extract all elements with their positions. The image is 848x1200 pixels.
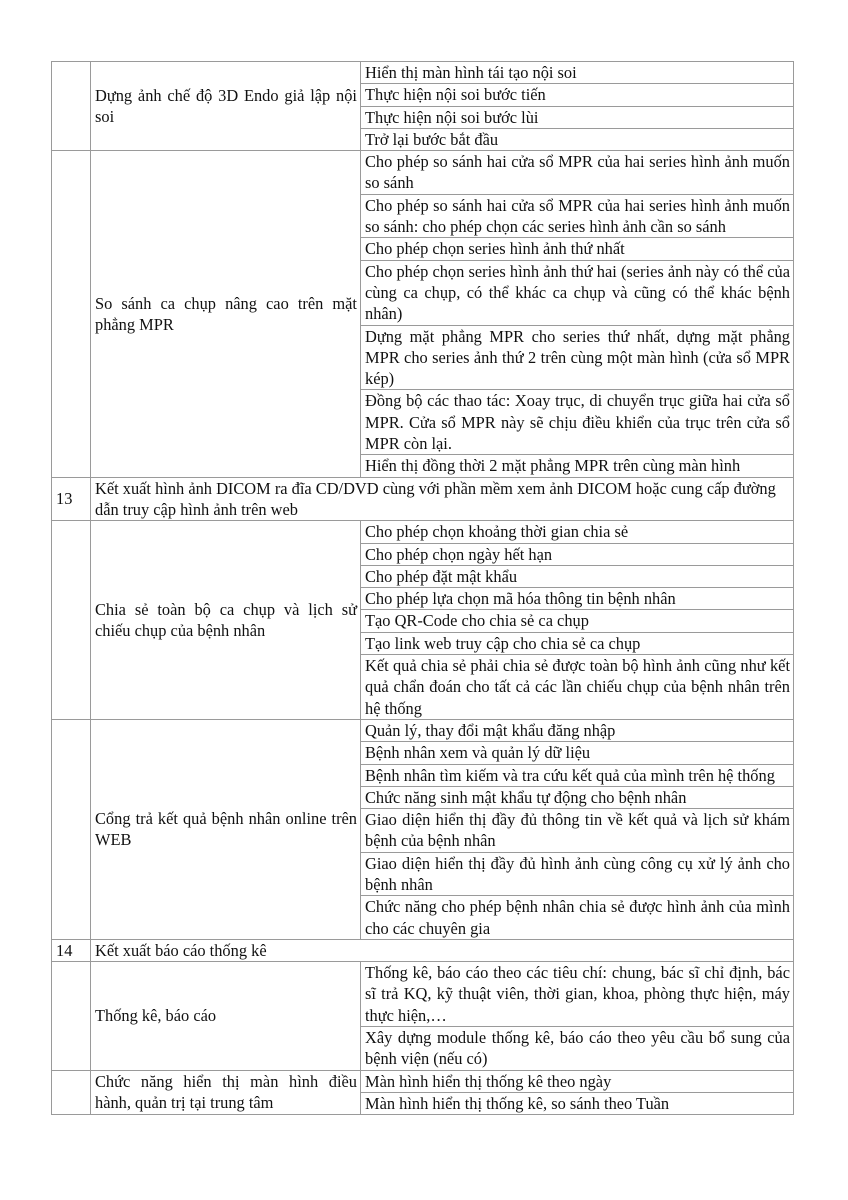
requirement-cell: Hiển thị đồng thời 2 mặt phẳng MPR trên cùng màn hình [361,455,794,477]
requirement-cell: Đồng bộ các thao tác: Xoay trục, di chuyển trục giữa hai cửa sổ MPR. Cửa sổ MPR này sẽ chịu điều khiển của trục trên cửa sổ MPR còn lại. [361,390,794,455]
function-name-cell: Dựng ảnh chế độ 3D Endo giả lập nội soi [91,62,361,151]
function-name-cell: Chia sẻ toàn bộ ca chụp và lịch sử chiếu chụp của bệnh nhân [91,521,361,720]
function-name-cell: Chức năng hiển thị màn hình điều hành, quản trị tại trung tâm [91,1070,361,1115]
requirement-cell: Giao diện hiển thị đầy đủ hình ảnh cùng công cụ xử lý ảnh cho bệnh nhân [361,852,794,896]
document-page [51,61,793,1115]
requirement-cell: Xây dựng module thống kê, báo cáo theo yêu cầu bổ sung của bệnh viện (nếu có) [361,1027,794,1071]
item-number-cell [52,1070,91,1115]
requirement-cell: Giao diện hiển thị đầy đủ thông tin về kết quả và lịch sử khám bệnh của bệnh nhân [361,809,794,853]
section-row [52,477,794,521]
table-row [52,1070,794,1092]
function-name-cell: Thống kê, báo cáo [91,962,361,1070]
requirement-cell: Kết quả chia sẻ phải chia sẻ được toàn bộ hình ảnh cũng như kết quả chẩn đoán cho tất cả các lần chiếu chụp của bệnh nhân trên hệ thống [361,655,794,720]
table-row [52,521,794,543]
function-name-cell: Cổng trả kết quả bệnh nhân online trên WEB [91,719,361,939]
requirement-cell: Dựng mặt phẳng MPR cho series thứ nhất, dựng mặt phẳng MPR cho series ảnh thứ 2 trên cùng một màn hình (cửa sổ MPR kép) [361,325,794,390]
table-row [52,151,794,195]
item-number-cell [52,521,91,720]
item-number-cell [52,719,91,939]
requirements-table-body [52,62,794,1115]
item-number-cell [52,962,91,1070]
table-row [52,719,794,741]
requirement-cell: Cho phép đặt mật khẩu [361,565,794,587]
requirement-cell: Cho phép chọn series hình ảnh thứ nhất [361,238,794,260]
item-number-cell [52,151,91,477]
item-number-cell [52,62,91,151]
table-row [52,962,794,1027]
requirement-cell: Trở lại bước bắt đầu [361,128,794,150]
requirements-table [51,61,794,1115]
section-title-cell: Kết xuất hình ảnh DICOM ra đĩa CD/DVD cùng với phần mềm xem ảnh DICOM hoặc cung cấp đường dẫn truy cập hình ảnh trên web [91,477,794,521]
requirement-cell: Tạo link web truy cập cho chia sẻ ca chụp [361,632,794,654]
requirement-cell: Thống kê, báo cáo theo các tiêu chí: chung, bác sĩ chỉ định, bác sĩ trả KQ, kỹ thuật viên, thời gian, khoa, phòng thực hiện, máy thực hiện,… [361,962,794,1027]
requirement-cell: Cho phép chọn ngày hết hạn [361,543,794,565]
section-number-cell: 14 [52,939,91,961]
requirement-cell: Thực hiện nội soi bước lùi [361,106,794,128]
requirement-cell: Màn hình hiển thị thống kê theo ngày [361,1070,794,1092]
function-name-cell: So sánh ca chụp nâng cao trên mặt phẳng MPR [91,151,361,477]
requirement-cell: Chức năng cho phép bệnh nhân chia sẻ được hình ảnh của mình cho các chuyên gia [361,896,794,940]
requirement-cell: Thực hiện nội soi bước tiến [361,84,794,106]
requirement-cell: Bệnh nhân xem và quản lý dữ liệu [361,742,794,764]
requirement-cell: Cho phép so sánh hai cửa sổ MPR của hai series hình ảnh muốn so sánh: cho phép chọn các series hình ảnh cần so sánh [361,194,794,238]
requirement-cell: Bệnh nhân tìm kiếm và tra cứu kết quả của mình trên hệ thống [361,764,794,786]
requirement-cell: Cho phép chọn khoảng thời gian chia sẻ [361,521,794,543]
requirement-cell: Cho phép lựa chọn mã hóa thông tin bệnh nhân [361,588,794,610]
requirement-cell: Tạo QR-Code cho chia sẻ ca chụp [361,610,794,632]
requirement-cell: Quản lý, thay đổi mật khẩu đăng nhập [361,719,794,741]
requirement-cell: Màn hình hiển thị thống kê, so sánh theo Tuần [361,1092,794,1114]
requirement-cell: Hiển thị màn hình tái tạo nội soi [361,62,794,84]
requirement-cell: Cho phép so sánh hai cửa sổ MPR của hai series hình ảnh muốn so sánh [361,151,794,195]
section-row [52,939,794,961]
requirement-cell: Cho phép chọn series hình ảnh thứ hai (series ảnh này có thể của cùng ca chụp, có thể khác ca chụp và cũng có thể khác bệnh nhân) [361,260,794,325]
section-title-cell: Kết xuất báo cáo thống kê [91,939,794,961]
section-number-cell: 13 [52,477,91,521]
table-row [52,62,794,84]
requirement-cell: Chức năng sinh mật khẩu tự động cho bệnh nhân [361,786,794,808]
